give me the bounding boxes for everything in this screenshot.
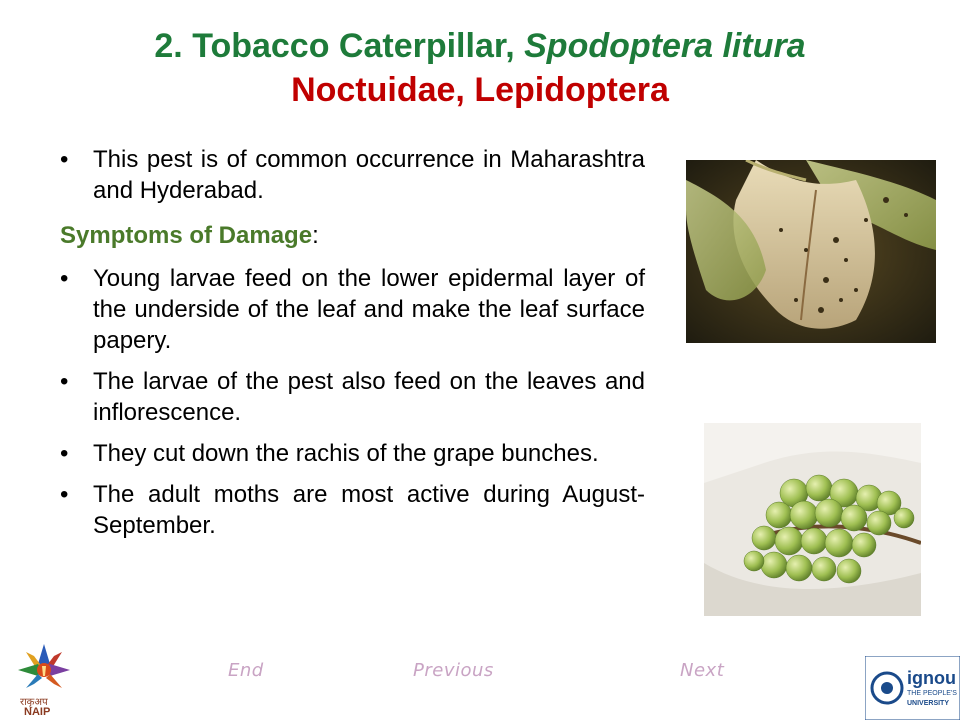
bullet-dot: • (60, 368, 69, 395)
previous-link[interactable]: Previous (413, 660, 494, 681)
ignou-logo (865, 656, 960, 720)
slide-title (0, 24, 960, 112)
next-link[interactable]: Next (680, 660, 725, 681)
symptom-bullet-4: • The adult moths are most active during August-September. (60, 481, 645, 539)
bullet-dot: • (60, 265, 69, 292)
damaged-leaf-photo (686, 160, 936, 343)
end-link[interactable]: End (228, 660, 264, 681)
naip-text: NAIP (24, 706, 51, 718)
bullet-dot: • (60, 440, 69, 467)
ignou-sub1: THE PEOPLE'S (907, 690, 957, 697)
symptoms-heading: Symptoms of Damage: (60, 222, 319, 249)
grape-bunch-photo (704, 423, 921, 616)
bullet-intro: • This pest is of common occurrence in Maharashtra and Hyderabad. (60, 146, 645, 204)
ignou-sub2: UNIVERSITY (907, 700, 950, 707)
scientific-name: Spodoptera litura (524, 27, 806, 65)
naip-devanagari: राकृअप (20, 697, 48, 708)
naip-logo (2, 640, 92, 720)
title-line-1: 2. Tobacco Caterpillar, Spodoptera litura (154, 27, 806, 65)
ignou-brand: ignou (907, 668, 956, 688)
symptom-bullet-2: • The larvae of the pest also feed on the leaves and inflorescence. (60, 368, 645, 426)
slide-content (60, 144, 645, 541)
bullet-dot: • (60, 481, 69, 508)
symptom-bullet-1: • Young larvae feed on the lower epidermal layer of the underside of the leaf and make the leaf surface papery. (60, 265, 645, 354)
symptom-bullet-3: • They cut down the rachis of the grape bunches. (60, 440, 599, 467)
title-classification: Noctuidae, Lepidoptera (291, 71, 669, 109)
bullet-dot: • (60, 146, 69, 173)
